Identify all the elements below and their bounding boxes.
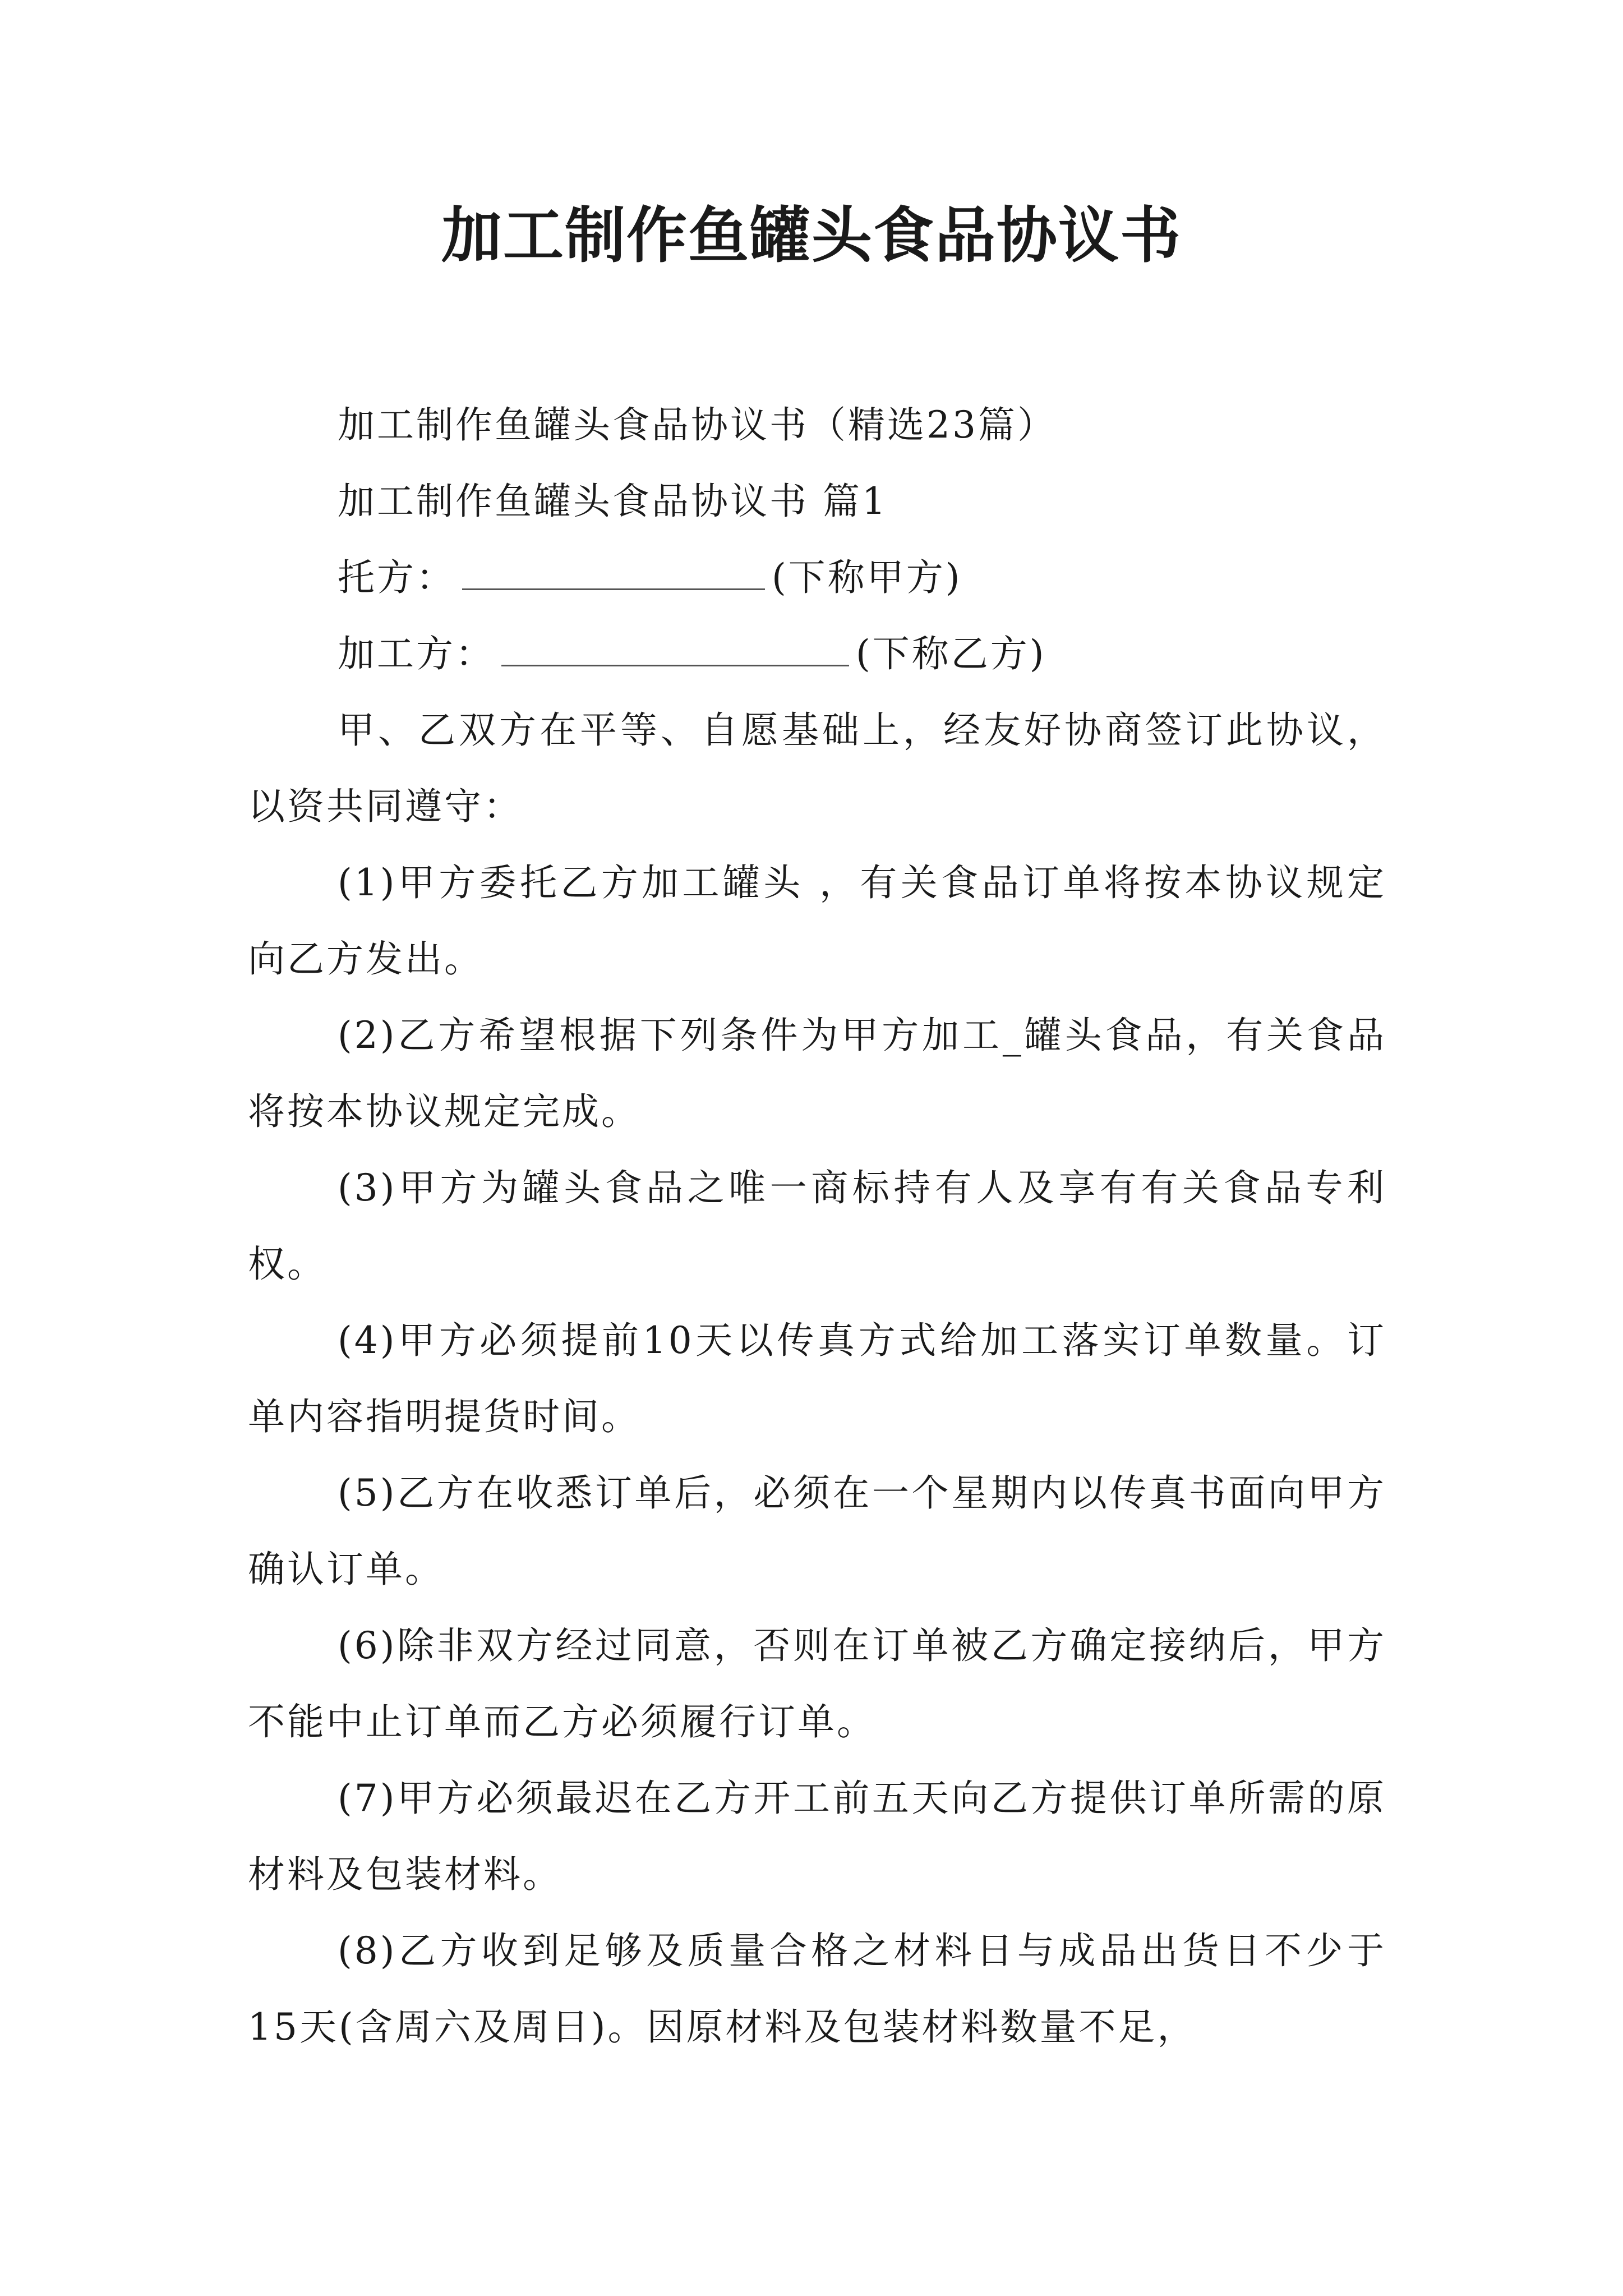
clause-3: (3)甲方为罐头食品之唯一商标持有人及享有有关食品专利权。 bbox=[248, 1166, 1386, 1286]
clause-4: (4)甲方必须提前10天以传真方式给加工落实订单数量。订单内容指明提货时间。 bbox=[248, 1319, 1386, 1438]
party-a-suffix: (下称甲方) bbox=[772, 556, 962, 599]
party-a-label: 托方： bbox=[338, 556, 455, 599]
clause-6: (6)除非双方经过同意，否则在订单被乙方确定接纳后，甲方不能中止订单而乙方必须履行订单。 bbox=[248, 1624, 1386, 1743]
clause-1: (1)甲方委托乙方加工罐头 ，有关食品订单将按本协议规定向乙方发出。 bbox=[248, 861, 1386, 981]
document-title: 加工制作鱼罐头食品协议书 bbox=[441, 200, 1182, 271]
party-a-blank bbox=[462, 555, 765, 590]
party-a-line bbox=[248, 540, 1386, 616]
clause-2: (2)乙方希望根据下列条件为甲方加工_罐头食品，有关食品将按本协议规定完成。 bbox=[248, 1014, 1386, 1133]
document-subtitle: 加工制作鱼罐头食品协议书（精选23篇） bbox=[338, 403, 1057, 447]
section-heading: 加工制作鱼罐头食品协议书 篇1 bbox=[338, 480, 888, 523]
document-body bbox=[248, 387, 1386, 2065]
party-b-suffix: (下称乙方) bbox=[856, 632, 1046, 675]
clause-5: (5)乙方在收悉订单后，必须在一个星期内以传真书面向甲方确认订单。 bbox=[248, 1471, 1386, 1591]
clause-8: (8)乙方收到足够及质量合格之材料日与成品出货日不少于15天(含周六及周日)。因原材料及包装材料数量不足， bbox=[248, 1929, 1386, 2049]
clause-7: (7)甲方必须最迟在乙方开工前五天向乙方提供订单所需的原材料及包装材料。 bbox=[248, 1777, 1386, 1896]
party-b-blank bbox=[501, 631, 849, 666]
party-b-line bbox=[248, 616, 1386, 692]
paragraph-intro: 甲、乙双方在平等、自愿基础上，经友好协商签订此协议，以资共同遵守： bbox=[248, 708, 1386, 828]
party-b-label: 加工方： bbox=[338, 632, 495, 675]
